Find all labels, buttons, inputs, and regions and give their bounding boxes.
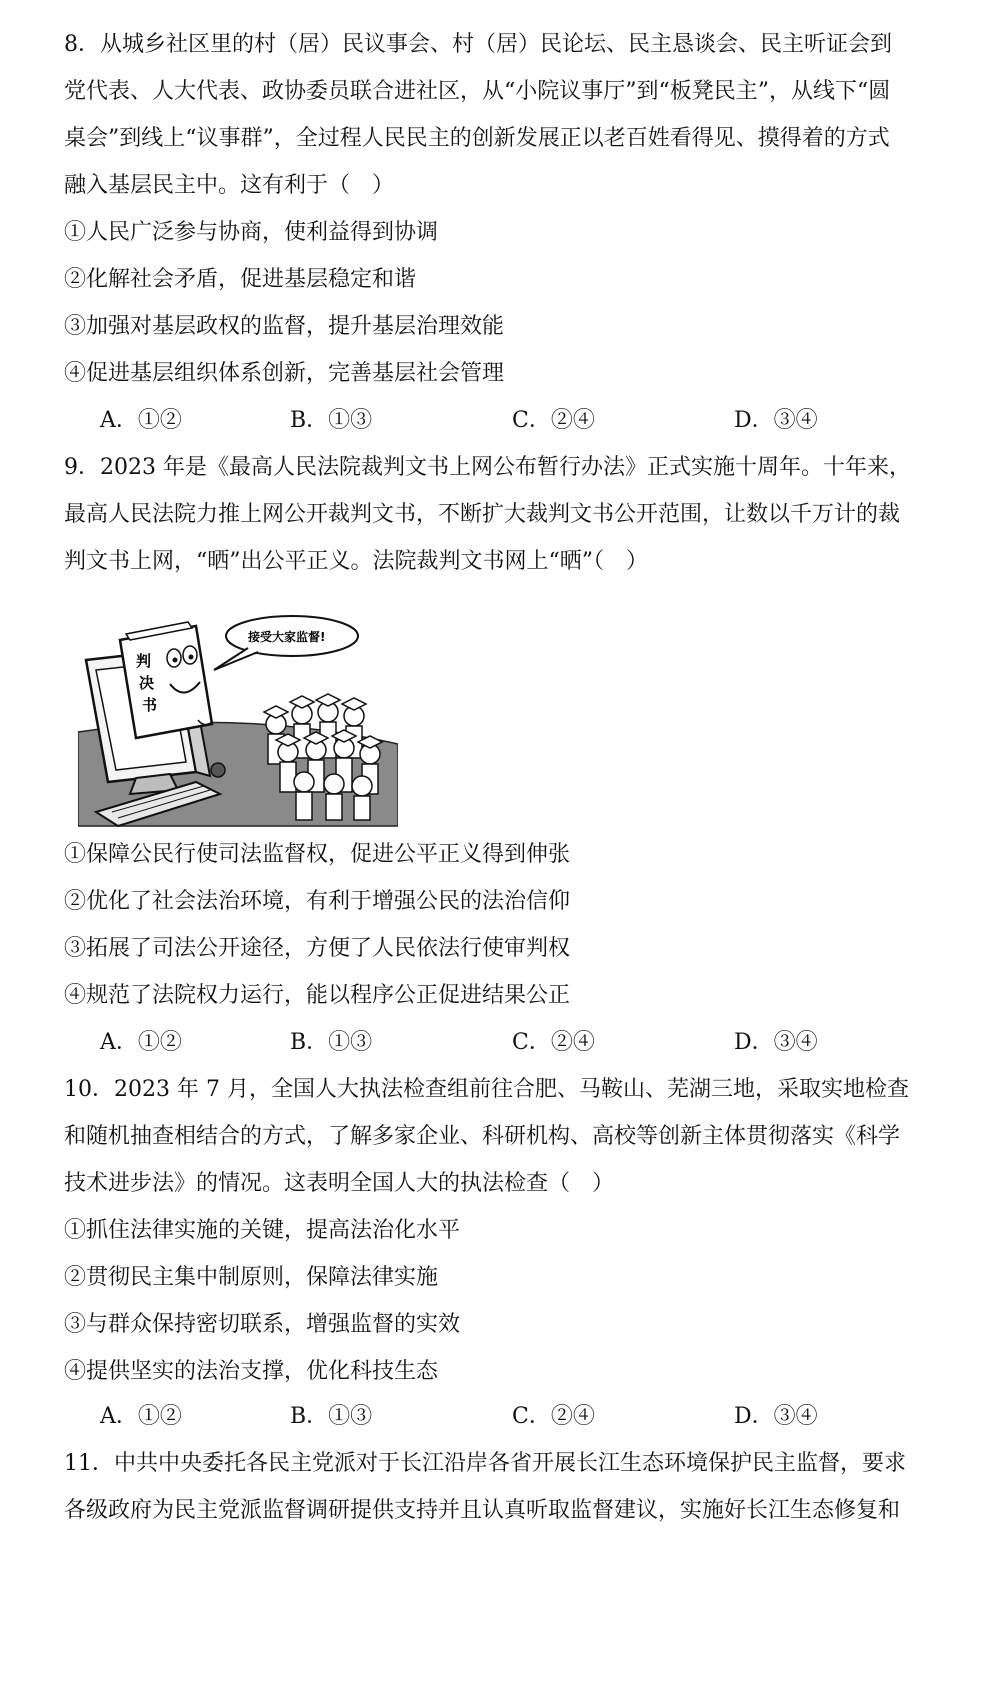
question-10-stem-line: 技术进步法》的情况。这表明全国人大的执法检查（ ） <box>64 1171 615 1196</box>
verdict-char: 决 <box>139 674 155 692</box>
option-c[interactable]: C．②④ <box>512 1404 595 1429</box>
question-8-item-1: ①人民广泛参与协商，使利益得到协调 <box>64 220 439 245</box>
option-a[interactable]: A．①② <box>100 1404 182 1429</box>
question-9-item-3: ③拓展了司法公开途径，方便了人民依法行使审判权 <box>64 936 571 961</box>
judgment-document-character <box>120 622 212 738</box>
option-c[interactable]: C．②④ <box>512 1030 595 1055</box>
option-b[interactable]: B．①③ <box>290 408 373 433</box>
option-b[interactable]: B．①③ <box>290 1404 373 1429</box>
question-9-options <box>100 1028 900 1058</box>
question-9-stem-line: 最高人民法院力推上网公开裁判文书，不断扩大裁判文书公开范围，让数以千万计的裁 <box>64 502 901 527</box>
verdict-char: 判 <box>136 652 152 670</box>
question-9-item-2: ②优化了社会法治环境，有利于增强公民的法治信仰 <box>64 889 571 914</box>
question-9-item-4: ④规范了法院权力运行，能以程序公正促进结果公正 <box>64 983 571 1008</box>
question-10-item-2: ②贯彻民主集中制原则，保障法律实施 <box>64 1265 439 1290</box>
option-d[interactable]: D．③④ <box>734 1030 818 1055</box>
speech-bubble-text: 接受大家监督! <box>248 630 326 644</box>
option-c[interactable]: C．②④ <box>512 408 595 433</box>
option-a[interactable]: A．①② <box>100 408 182 433</box>
question-8-stem-line: 8．从城乡社区里的村（居）民议事会、村（居）民论坛、民主恳谈会、民主听证会到 <box>64 32 892 57</box>
question-8-item-2: ②化解社会矛盾，促进基层稳定和谐 <box>64 267 417 292</box>
question-10-stem-line: 和随机抽查相结合的方式，了解多家企业、科研机构、高校等创新主体贯彻落实《科学 <box>64 1124 901 1149</box>
question-8-item-3: ③加强对基层政权的监督，提升基层治理效能 <box>64 314 505 339</box>
question-10-item-4: ④提供坚实的法治支撑，优化科技生态 <box>64 1359 439 1384</box>
person-figure <box>294 772 314 820</box>
question-8-options <box>100 406 900 436</box>
question-11-stem-line: 11．中共中央委托各民主党派对于长江沿岸各省开展长江生态环境保护民主监督，要求 <box>64 1451 906 1476</box>
verdict-char: 书 <box>142 696 158 714</box>
question-10-options <box>100 1402 900 1432</box>
question-11-stem-line: 各级政府为民主党派监督调研提供支持并且认真听取监督建议，实施好长江生态修复和 <box>64 1498 901 1523</box>
option-d[interactable]: D．③④ <box>734 408 818 433</box>
option-b[interactable]: B．①③ <box>290 1030 373 1055</box>
question-8-stem-line: 桌会”到线上“议事群”，全过程人民民主的创新发展正以老百姓看得见、摸得着的方式 <box>64 126 890 151</box>
person-figure <box>324 774 344 820</box>
question-8-stem-line: 党代表、人大代表、政协委员联合进社区，从“小院议事厅”到“板凳民主”，从线下“圆 <box>64 79 891 104</box>
question-8-item-4: ④促进基层组织体系创新，完善基层社会管理 <box>64 361 505 386</box>
question-9-stem-line: 判文书上网，“晒”出公平正义。法院裁判文书网上“晒”（ ） <box>64 549 648 574</box>
option-a[interactable]: A．①② <box>100 1030 182 1055</box>
question-10-item-3: ③与群众保持密切联系，增强监督的实效 <box>64 1312 461 1337</box>
question-9-stem-line: 9．2023 年是《最高人民法院裁判文书上网公布暂行办法》正式实施十周年。十年来， <box>64 455 911 480</box>
option-d[interactable]: D．③④ <box>734 1404 818 1429</box>
question-8-stem-line: 融入基层民主中。这有利于（ ） <box>64 173 395 198</box>
court-judgment-cartoon <box>78 612 398 830</box>
question-9-item-1: ①保障公民行使司法监督权，促进公平正义得到伸张 <box>64 842 571 867</box>
question-10-stem-line: 10．2023 年 7 月，全国人大执法检查组前往合肥、马鞍山、芜湖三地，采取实地检查 <box>64 1077 909 1102</box>
person-figure <box>352 776 372 820</box>
question-10-item-1: ①抓住法律实施的关键，提高法治化水平 <box>64 1218 461 1243</box>
speech-bubble <box>214 616 358 670</box>
